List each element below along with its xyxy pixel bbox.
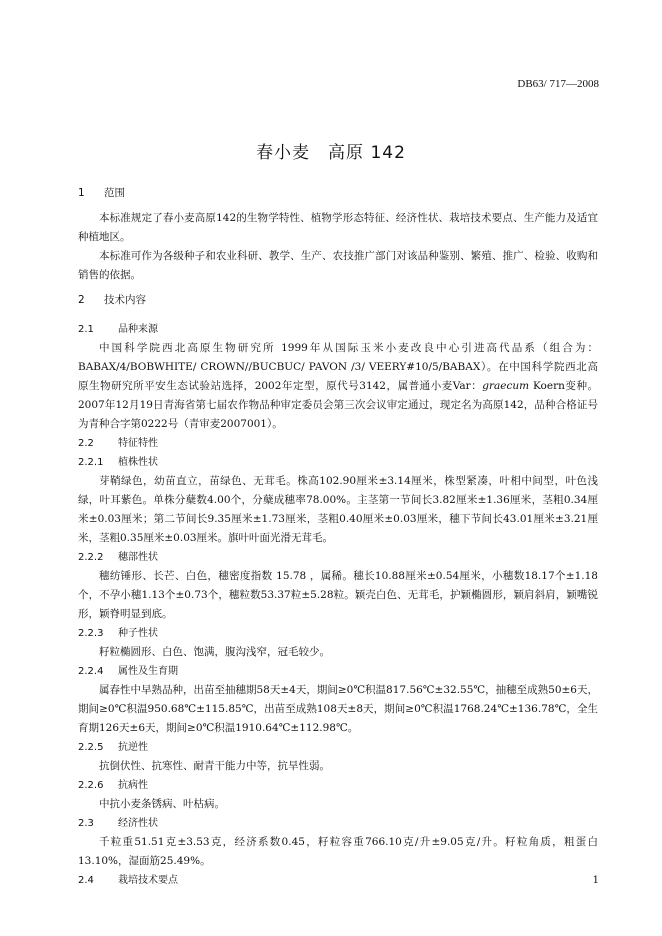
section-2-2-6-para: 中抗小麦条锈病、叶枯病。 — [99, 798, 225, 810]
section-2-2-1-heading: 2.2.1 植株性状 — [78, 457, 158, 468]
section-2-2-2-para: 穗纺锤形、长芒、白色，穗密度指数 15.78 ，属稀。穗长10.88厘米±0.54厘米，小穗数18.17个±1.18个，不孕小穗1.13个±0.73个，穗粒数53.37粒±5.28粒。颖壳白色、无茸毛，护颖椭圆形，颖肩斜肩，颖嘴锐形，颖脊明显到底。 — [78, 570, 598, 620]
section-2-2-2-heading: 2.2.2 穗部性状 — [78, 552, 158, 563]
section-2-3-para: 千粒重51.51克±3.53克，经济系数0.45，籽粒容重766.10克/升±9.05克/升。籽粒角质，粗蛋白13.10%，湿面筋25.49%。 — [78, 836, 598, 867]
section-2-2-heading: 2.2 特征特性 — [78, 438, 158, 449]
section-2-3-heading: 2.3 经济性状 — [78, 818, 158, 829]
section-2-1-heading: 2.1 品种来源 — [78, 324, 158, 335]
section-2-2-3-heading: 2.2.3 种子性状 — [78, 628, 158, 639]
section-2-2-5-heading: 2.2.5 抗逆性 — [78, 742, 148, 753]
section-2-1-para: 中国科学院西北高原生物研究所 1999年从国际玉米小麦改良中心引进高代品系（组合为：BABAX/4/BOBWHITE/ CROWN//BUCBUC/ PAVON /3/ VEERY#10/5/BABAX）。在中国科学院西北高原生物研究所平安生态试验站选择，2002年定型，原代号3142，属普通小麦Var：graecum Koern变种。2007年12月19日青海省第七届农作物品种审定委员会第三次会议审定通过，现定名为高原142，品种合格证号为青种合字第0222号（青审麦2007001）。 — [78, 342, 599, 430]
section-2-2-4-heading: 2.2.4 属性及生育期 — [78, 666, 178, 677]
section-2-4-heading: 2.4 栽培技术要点 — [78, 875, 178, 886]
section-2-2-1-para: 芽鞘绿色，幼苗直立，苗绿色、无茸毛。株高102.90厘米±3.14厘米，株型紧凑，叶相中间型，叶色浅绿，叶耳紫色。单株分蘖数4.00个，分蘖成穗率78.00%。主茎第一节间长3.82厘米±1.36厘米，茎粗0.34厘米±0.03厘米；第二节间长9.35厘米±1.73厘米，茎粗0.40厘米±0.03厘米，穗下节间长43.01厘米±3.21厘米，茎粗0.35厘米±0.03厘米。旗叶叶面光滑无茸毛。 — [78, 475, 598, 544]
section-2-2-5-para: 抗倒伏性、抗寒性、耐青干能力中等，抗旱性弱。 — [99, 760, 330, 772]
page-number: 1 — [592, 875, 599, 886]
document-body — [78, 184, 598, 890]
section-2-2-3-para: 籽粒椭圆形、白色、饱满，腹沟浅窄，冠毛较少。 — [99, 646, 330, 658]
document-title: 春小麦 高原 142 — [256, 143, 406, 163]
section-1-para-2: 本标准可作为各级种子和农业科研、教学、生产、农技推广部门对该品种鉴别、繁殖、推广、检验、收购和销售的依据。 — [78, 250, 598, 281]
section-1-para-1: 本标准规定了春小麦高原142的生物学特性、植物学形态特征、经济性状、栽培技术要点、生产能力及适宜种植地区。 — [78, 212, 598, 243]
document-code: DB63/ 717—2008 — [517, 78, 599, 90]
section-1-heading: 1 范围 — [78, 187, 125, 199]
section-2-2-4-para: 属春性中早熟品种，出苗至抽穗期58天±4天，期间≥0℃积温817.56℃±32.55℃，抽穗至成熟50±6天，期间≥0℃积温950.68℃±115.85℃，出苗至成熟108天±8天，期间≥0℃积温1768.24℃±136.78℃，全生育期126天±6天，期间≥0℃积温1910.64℃±112.98℃。 — [78, 684, 598, 734]
section-2-2-6-heading: 2.2.6 抗病性 — [78, 780, 148, 791]
section-2-heading: 2 技术内容 — [78, 294, 146, 306]
